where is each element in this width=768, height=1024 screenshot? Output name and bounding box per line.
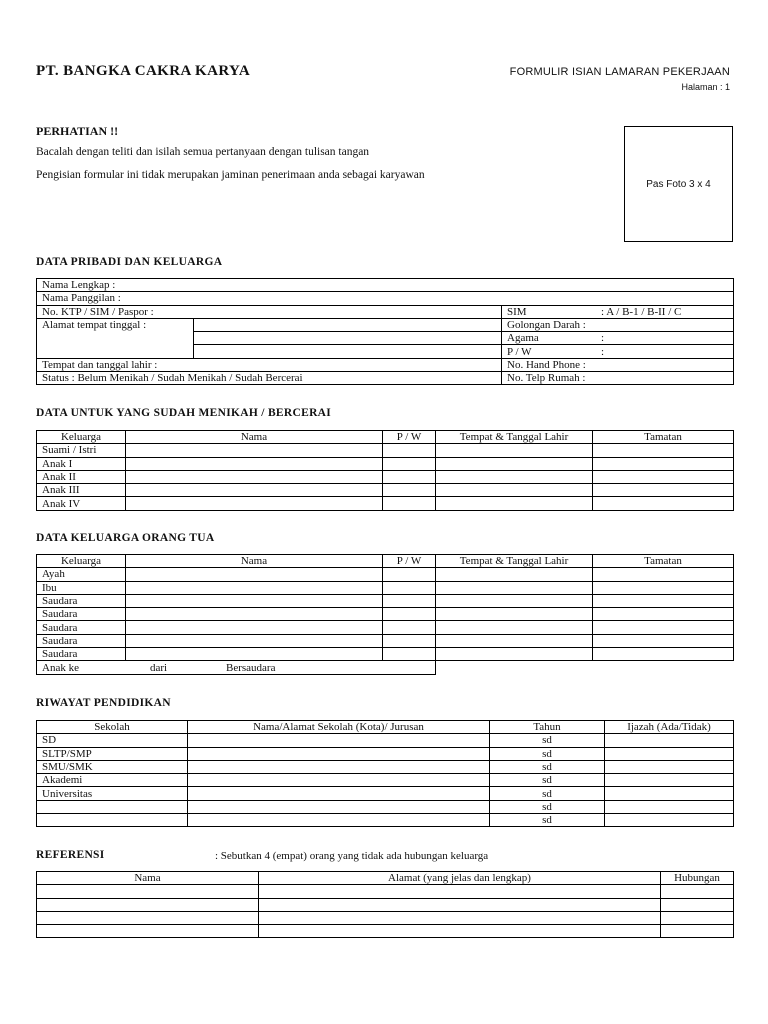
cell[interactable] [605, 774, 734, 787]
ttl-field[interactable]: Tempat dan tanggal lahir : [37, 358, 502, 371]
table-row [37, 787, 734, 800]
form-title: FORMULIR ISIAN LAMARAN PEKERJAAN [509, 66, 730, 78]
cell[interactable] [593, 484, 734, 497]
cell[interactable] [383, 634, 436, 647]
cell[interactable] [188, 814, 490, 827]
cell[interactable] [188, 760, 490, 773]
table-header-row [37, 431, 734, 444]
dari-label: dari [150, 661, 168, 674]
row-label: Saudara [37, 594, 126, 607]
cell[interactable] [605, 734, 734, 747]
table-row [37, 814, 734, 827]
alamat-line-1[interactable] [194, 318, 502, 331]
nama-panggilan-field[interactable]: Nama Panggilan : [37, 292, 734, 305]
empty-space [436, 661, 734, 674]
table-row [37, 774, 734, 787]
pw-field[interactable] [502, 345, 734, 358]
cell[interactable] [593, 470, 734, 483]
cell[interactable] [383, 497, 436, 510]
cell[interactable] [188, 747, 490, 760]
cell[interactable] [436, 568, 593, 581]
row-label: Saudara [37, 634, 126, 647]
cell[interactable] [605, 800, 734, 813]
cell[interactable] [37, 925, 259, 938]
sim-options: : A / B-1 / B-II / C [601, 305, 682, 318]
table-row [37, 747, 734, 760]
table-row [37, 292, 734, 305]
cell[interactable] [593, 444, 734, 457]
cell[interactable] [37, 898, 259, 911]
cell[interactable] [383, 457, 436, 470]
table-row [37, 457, 734, 470]
row-label: SMU/SMK [37, 760, 188, 773]
row-label: Anak III [37, 484, 126, 497]
cell[interactable] [593, 648, 734, 661]
photo-label: Pas Foto 3 x 4 [646, 178, 711, 190]
anak-ke-label: Anak ke [42, 661, 79, 674]
column-header: Tempat & Tanggal Lahir [436, 555, 593, 568]
section-parents-heading: DATA KELUARGA ORANG TUA [36, 532, 215, 544]
column-header: Nama [37, 872, 259, 885]
column-header: Ijazah (Ada/Tidak) [605, 721, 734, 734]
cell[interactable] [383, 621, 436, 634]
cell[interactable] [593, 634, 734, 647]
cell[interactable] [188, 787, 490, 800]
parents-table [36, 554, 734, 675]
table-row [37, 594, 734, 607]
cell[interactable] [436, 470, 593, 483]
cell[interactable] [593, 608, 734, 621]
cell[interactable] [126, 621, 383, 634]
cell[interactable] [436, 581, 593, 594]
cell[interactable] [661, 911, 734, 924]
cell[interactable] [383, 444, 436, 457]
year-cell[interactable]: sd [490, 734, 605, 747]
table-row [37, 634, 734, 647]
table-row [37, 372, 734, 385]
column-header: Tahun [490, 721, 605, 734]
row-label: SLTP/SMP [37, 747, 188, 760]
cell[interactable] [126, 634, 383, 647]
row-label: Akademi [37, 774, 188, 787]
cell[interactable] [436, 608, 593, 621]
reference-note: : Sebutkan 4 (empat) orang yang tidak ada hubungan keluarga [215, 850, 489, 862]
cell[interactable] [383, 648, 436, 661]
cell[interactable] [126, 608, 383, 621]
column-header: Tamatan [593, 555, 734, 568]
table-row [37, 621, 734, 634]
table-row [37, 734, 734, 747]
row-label: Saudara [37, 608, 126, 621]
cell[interactable] [436, 621, 593, 634]
table-header-row [37, 872, 734, 885]
cell[interactable] [37, 911, 259, 924]
cell[interactable] [126, 484, 383, 497]
photo-box [624, 126, 733, 242]
year-cell[interactable]: sd [490, 800, 605, 813]
cell[interactable] [259, 925, 661, 938]
status-field[interactable]: Status : Belum Menikah / Sudah Menikah / Sudah Bercerai [37, 372, 502, 385]
table-row [37, 470, 734, 483]
cell[interactable] [593, 457, 734, 470]
table-header-row [37, 555, 734, 568]
row-label: Ibu [37, 581, 126, 594]
cell[interactable] [436, 484, 593, 497]
table-row [37, 444, 734, 457]
table-row [37, 484, 734, 497]
personal-table [36, 278, 734, 385]
agama-label: Agama [507, 332, 539, 345]
pw-label: P / W [507, 345, 532, 358]
reference-table [36, 871, 734, 938]
alamat-line-2[interactable] [194, 332, 502, 345]
table-row [37, 497, 734, 510]
cell[interactable] [126, 568, 383, 581]
cell[interactable] [383, 568, 436, 581]
row-label[interactable] [37, 800, 188, 813]
cell[interactable] [593, 621, 734, 634]
cell[interactable] [259, 898, 661, 911]
cell[interactable] [126, 457, 383, 470]
table-row [37, 305, 734, 318]
cell[interactable] [188, 734, 490, 747]
cell[interactable] [126, 648, 383, 661]
cell[interactable] [126, 470, 383, 483]
table-row [37, 760, 734, 773]
sim-field[interactable] [502, 305, 734, 318]
cell[interactable] [126, 444, 383, 457]
table-row [37, 898, 734, 911]
row-label: Saudara [37, 648, 126, 661]
cell[interactable] [605, 787, 734, 800]
ktp-field[interactable]: No. KTP / SIM / Paspor : [37, 305, 502, 318]
table-row [37, 661, 734, 674]
row-label: Anak I [37, 457, 126, 470]
table-row [37, 608, 734, 621]
cell[interactable] [605, 814, 734, 827]
cell[interactable] [383, 608, 436, 621]
cell[interactable] [126, 594, 383, 607]
row-label: Suami / Istri [37, 444, 126, 457]
notice-title: PERHATIAN !! [36, 124, 119, 138]
company-name: PT. BANGKA CAKRA KARYA [36, 63, 251, 79]
year-cell[interactable]: sd [490, 747, 605, 760]
cell[interactable] [436, 444, 593, 457]
cell[interactable] [436, 497, 593, 510]
cell[interactable] [661, 898, 734, 911]
row-label: Anak IV [37, 497, 126, 510]
column-header: Nama [126, 431, 383, 444]
cell[interactable] [188, 800, 490, 813]
table-header-row [37, 721, 734, 734]
row-label: Anak II [37, 470, 126, 483]
pw-colon: : [601, 345, 605, 358]
cell[interactable] [37, 885, 259, 898]
golongan-darah-field[interactable]: Golongan Darah : [502, 318, 734, 331]
cell[interactable] [605, 747, 734, 760]
column-header: Nama [126, 555, 383, 568]
cell[interactable] [593, 594, 734, 607]
section-married-heading: DATA UNTUK YANG SUDAH MENIKAH / BERCERAI [36, 407, 332, 419]
cell[interactable] [383, 581, 436, 594]
table-row [37, 800, 734, 813]
cell[interactable] [436, 594, 593, 607]
column-header: Sekolah [37, 721, 188, 734]
column-header: Nama/Alamat Sekolah (Kota)/ Jurusan [188, 721, 490, 734]
row-label: SD [37, 734, 188, 747]
section-personal-heading: DATA PRIBADI DAN KELUARGA [36, 256, 223, 268]
nama-lengkap-field[interactable]: Nama Lengkap : [37, 279, 734, 292]
cell[interactable] [436, 648, 593, 661]
cell[interactable] [593, 568, 734, 581]
row-label: Ayah [37, 568, 126, 581]
table-row [37, 925, 734, 938]
cell[interactable] [383, 484, 436, 497]
cell[interactable] [661, 925, 734, 938]
cell[interactable] [605, 760, 734, 773]
notice-line-2: Pengisian formular ini tidak merupakan jaminan penerimaan anda sebagai karyawan [36, 169, 425, 181]
table-row [37, 318, 734, 331]
column-header: Hubungan [661, 872, 734, 885]
cell[interactable] [593, 497, 734, 510]
cell[interactable] [126, 581, 383, 594]
hp-field[interactable]: No. Hand Phone : [502, 358, 734, 371]
sim-label: SIM [507, 305, 527, 318]
agama-colon: : [601, 332, 605, 345]
row-label: Universitas [37, 787, 188, 800]
cell[interactable] [436, 634, 593, 647]
column-header: Alamat (yang jelas dan lengkap) [259, 872, 661, 885]
married-table [36, 430, 734, 511]
year-cell[interactable]: sd [490, 760, 605, 773]
column-header: P / W [383, 431, 436, 444]
row-label: Saudara [37, 621, 126, 634]
notice-line-1: Bacalah dengan teliti dan isilah semua pertanyaan dengan tulisan tangan [36, 146, 370, 158]
anak-ke-field[interactable] [37, 661, 436, 674]
page-number: Halaman : 1 [681, 82, 730, 92]
year-cell[interactable]: sd [490, 774, 605, 787]
agama-field[interactable] [502, 332, 734, 345]
cell[interactable] [259, 911, 661, 924]
table-row [37, 568, 734, 581]
table-row [37, 581, 734, 594]
cell[interactable] [383, 594, 436, 607]
table-row [37, 885, 734, 898]
cell[interactable] [593, 581, 734, 594]
table-row [37, 911, 734, 924]
cell[interactable] [661, 885, 734, 898]
year-cell[interactable]: sd [490, 787, 605, 800]
education-table [36, 720, 734, 827]
column-header: Tamatan [593, 431, 734, 444]
cell[interactable] [436, 457, 593, 470]
cell[interactable] [259, 885, 661, 898]
column-header: Tempat & Tanggal Lahir [436, 431, 593, 444]
year-cell[interactable]: sd [490, 814, 605, 827]
alamat-line-3[interactable] [194, 345, 502, 358]
column-header: P / W [383, 555, 436, 568]
cell[interactable] [126, 497, 383, 510]
telp-field[interactable]: No. Telp Rumah : [502, 372, 734, 385]
cell[interactable] [188, 774, 490, 787]
column-header: Keluarga [37, 555, 126, 568]
row-label[interactable] [37, 814, 188, 827]
table-row [37, 648, 734, 661]
table-row [37, 358, 734, 371]
section-education-heading: RIWAYAT PENDIDIKAN [36, 697, 171, 709]
section-reference-heading: REFERENSI [36, 849, 105, 861]
alamat-label: Alamat tempat tinggal : [37, 318, 194, 358]
bersaudara-label: Bersaudara [226, 661, 276, 674]
table-row [37, 279, 734, 292]
column-header: Keluarga [37, 431, 126, 444]
cell[interactable] [383, 470, 436, 483]
